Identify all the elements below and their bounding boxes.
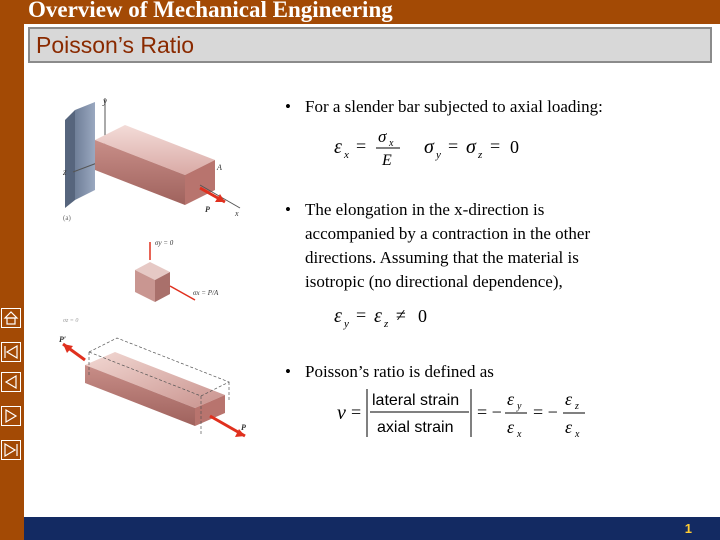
slide-title: Overview of Mechanical Engineering (28, 0, 393, 22)
svg-text:=: = (351, 402, 362, 422)
svg-text:x: x (575, 429, 580, 440)
eq3-denominator: axial strain (377, 419, 454, 436)
eq1-sigma: σ (378, 127, 387, 146)
label-P: P (205, 205, 210, 214)
svg-text:ε: ε (565, 389, 573, 409)
stress-element-figure (63, 239, 219, 324)
eq3-sub-z: z (575, 401, 579, 412)
figure-label-a: (a) (63, 214, 71, 222)
bullet-2-line-1: The elongation in the x-direction is (305, 200, 545, 219)
eq2-sub-y: y (344, 318, 349, 330)
eq3-numerator: lateral strain (372, 392, 460, 409)
svg-text:= −: = − (477, 402, 502, 422)
axis-label-x: x (235, 209, 239, 218)
first-slide-button[interactable] (1, 342, 21, 362)
svg-text:=: = (448, 136, 459, 156)
cantilever-bar-figure (62, 96, 240, 222)
bullet-dot: • (285, 200, 291, 219)
eq1-E: E (382, 152, 392, 169)
label-sigma-y: σy = 0 (155, 239, 174, 247)
last-slide-icon (2, 441, 20, 459)
elongated-bar-figure (59, 335, 246, 437)
next-slide-icon (2, 407, 20, 425)
bullet-1-text: For a slender bar subjected to axial loading: (305, 97, 603, 116)
eq1-sigma-sub: x (389, 138, 394, 149)
next-slide-button[interactable] (1, 406, 21, 426)
axis-label-y: y (103, 96, 107, 106)
label-P-right: P (241, 423, 246, 432)
bullet-dot: • (285, 362, 291, 381)
equation-lateral-strain (330, 296, 470, 336)
page-number: 1 (684, 521, 692, 536)
svg-text:ε: ε (374, 305, 382, 327)
bullet-dot: • (285, 97, 291, 116)
eq2-sub-z: z (384, 318, 389, 330)
eq1-epsilon-sub: x (344, 149, 349, 161)
equation-poisson-ratio (335, 385, 595, 445)
first-slide-icon (2, 343, 20, 361)
bullet-2-line-4: isotropic (no directional dependence), (305, 272, 563, 291)
eq3-sub-x: x (517, 429, 522, 440)
eq1-sigma-z: σ (466, 136, 476, 158)
poisson-figure (55, 90, 265, 450)
label-A: A (217, 163, 222, 172)
last-slide-button[interactable] (1, 440, 21, 460)
eq1-sigma-y: σ (424, 136, 434, 158)
label-sigma-x: σx = P/A (193, 289, 219, 297)
bullet-2-line-3: directions. Assuming that the material is (305, 248, 579, 267)
eq1-zero: 0 (510, 137, 519, 157)
footer-band (24, 517, 720, 540)
previous-slide-icon (2, 373, 20, 391)
bullet-2-line-2: accompanied by a contraction in the other (305, 224, 591, 243)
home-button[interactable] (1, 308, 21, 328)
home-icon (2, 309, 20, 327)
axis-label-z: z (63, 167, 67, 177)
svg-text:=: = (490, 136, 501, 156)
svg-text:≠: ≠ (396, 305, 406, 325)
svg-text:ε: ε (507, 389, 515, 409)
label-sigma-z: σz = 0 (63, 318, 79, 324)
eq1-sigma-z-sub: z (478, 149, 483, 161)
eq1-epsilon: ε (334, 136, 342, 158)
eq3-sub-y: y (517, 401, 522, 412)
label-P-prime: P′ (59, 335, 67, 344)
eq1-sigma-y-sub: y (436, 149, 441, 161)
bullet-3-text: Poisson’s ratio is defined as (305, 362, 494, 381)
svg-text:ε: ε (507, 417, 515, 437)
eq3-nu: ν (337, 402, 346, 424)
svg-text:=: = (356, 136, 367, 156)
svg-text:=: = (356, 305, 367, 325)
svg-text:= −: = − (533, 402, 558, 422)
svg-text:ε: ε (565, 417, 573, 437)
previous-slide-button[interactable] (1, 372, 21, 392)
equation-strain-x (330, 122, 540, 172)
eq2-zero: 0 (418, 306, 427, 326)
svg-text:ε: ε (334, 305, 342, 327)
subtitle-box (28, 27, 712, 63)
slide-subtitle: Poisson’s Ratio (36, 32, 195, 58)
